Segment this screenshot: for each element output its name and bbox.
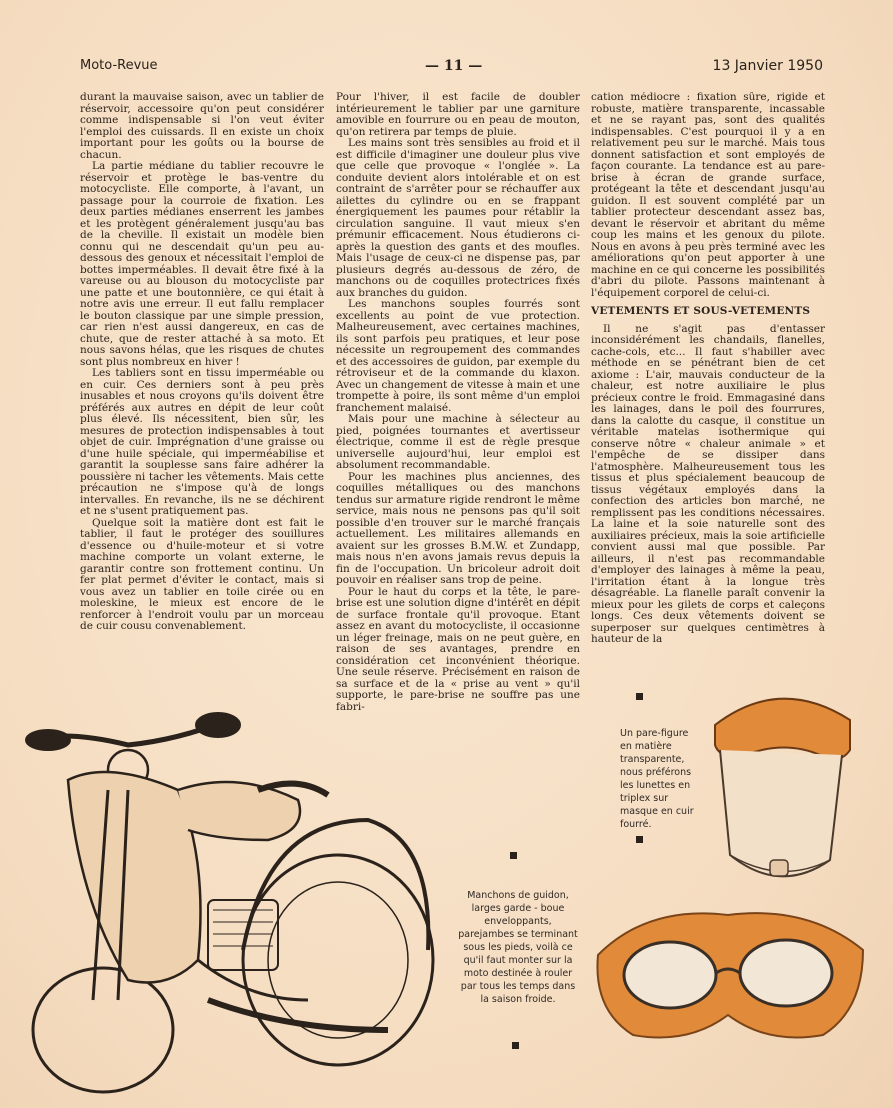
section-title: VETEMENTS ET SOUS-VETEMENTS	[591, 305, 811, 317]
paragraph: Mais pour une machine à sélecteur au pied, poignées tournantes et avertisseur électrique, comme il est de règle presque universelle aujourd'hui, leur emploi est absolument recommandable.	[336, 413, 580, 471]
paragraph: Les manchons souples fourrés sont excellents au point de vue protection. Malheureusement, avec certaines machines, ils sont parfois peu pratiques, et leur pose nécessite un regroupement des commandes et des accessoires de guidon, par exemple du rétroviseur et de la commande du klaxon. Avec un changement de vitesse à main et une trompette à poire, ils sont même d'un emploi franchement malaisé.	[336, 298, 580, 414]
paragraph: Les mains sont très sensibles au froid et il est difficile d'imaginer une douleur plus vive que celle que provoque « l'onglée ». La conduite devient alors intolérable et on est contraint de s'arrêter pour se réchauffer aux ailettes du cylindre ou en se frappant énergiquement les paumes pour rétablir la circulation sanguine. Il vaut mieux s'en prémunir efficacement. Nous étudierons ci-après la question des gants et des moufles. Mais l'usage de ceux-ci ne dispense pas, par plusieurs degrés au-dessous de zéro, de manchons ou de coquilles protectrices fixés aux branches du guidon.	[336, 137, 580, 299]
paragraph: Quelque soit la matière dont est fait le tablier, il faut le protéger des souillures d'essence ou d'huile-moteur et si votre machine comporte un volant externe, le garantir contre son frottement continu. Un fer plat permet d'éviter le contact, mais si vous avez un tablier en toile cirée ou en moleskine, le mieux est encore de le renforcer à l'endroit voulu par un morceau de cuir cousu convenablement.	[80, 516, 324, 632]
bullet-square	[636, 836, 643, 843]
face-shield-illustration	[690, 680, 870, 895]
bullet-square	[510, 852, 517, 859]
column-1	[80, 92, 324, 702]
paragraph: Pour le haut du corps et la tête, le pare-brise est une solution digne d'intérêt en dépit de surface frontale qu'il provoque. Etant assez en avant du motocycliste, il occasionne un léger freinage, mais on ne peut guère, en raison de ses avantages, prendre en considération cet inconvénient théorique. Une seule réserve. Précisément en raison de sa surface et de la « prise au vent » qu'il supporte, le pare-brise ne souffre pas une fabri-	[336, 585, 580, 713]
bullet-square	[512, 1042, 519, 1049]
page-number: — 11 —	[425, 58, 483, 74]
issue-date: 13 Janvier 1950	[712, 58, 823, 74]
paragraph: durant la mauvaise saison, avec un tablier de réservoir, accessoire qu'on peut considérer comme indispensable si l'on veut éviter l'emploi des cuissards. Il en existe un choix important pour les goûts ou la bourse de chacun.	[80, 92, 324, 161]
caption-mask: Un pare-figure en matière transparente, nous préférons les lunettes en triplex sur masque en cuir fourré.	[620, 728, 694, 830]
paragraph: Pour l'hiver, il est facile de doubler intérieurement le tablier par une garniture amovible en fourrure ou en peau de mouton, qu'on retirera par temps de pluie.	[336, 92, 580, 138]
paragraph: cation médiocre : fixation sûre, rigide et robuste, matière transparente, incassable et ne se rayant pas, sont des qualités indispensables. C'est pourquoi il y a en relativement peu sur le marché. Mais tous donnent satisfaction et sont employés de façon courante. La tendance est au pare-brise à écran de grande surface, protégeant la tête et descendant jusqu'au guidon. Il est souvent complété par un tablier protecteur descendant assez bas, devant le réservoir et abritant du même coup les mains et les genoux du pilote. Nous en avons à peu près terminé avec les améliorations qu'on peut apporter à une machine en ce qui concerne les possibilités d'abri du pilote. Passons maintenant à l'équipement corporel de celui-ci.	[591, 92, 825, 299]
motorcycle-illustration	[8, 700, 448, 1100]
paragraph: Les tabliers sont en tissu imperméable ou en cuir. Ces derniers sont à peu près inusables et nous croyons qu'ils doivent être préférés aux autres en dépit de leur coût plus élevé. Ils nécessitent, bien sûr, les mesures de protection indispensables à tout objet de cuir. Imprégnation d'une graisse ou d'une huile spéciale, qui imperméabilise et garantit la souplesse sans faire adhérer la poussière ni tacher les vêtements. Mais cette précaution ne s'impose qu'à de longs intervalles. En revanche, ils ne se déchirent et ne s'usent pratiquement pas.	[80, 367, 324, 517]
paragraph: La partie médiane du tablier recouvre le réservoir et protège le bas-ventre du motocycliste. Elle comporte, à l'avant, un passage pour la courroie de fixation. Les deux parties médianes enserrent les jambes et les protègent généralement jusqu'au bas de la cheville. Il existait un modèle bien connu qui ne descendait qu'un peu au-dessous des genoux et nécessitait l'emploi de bottes imperméables. Il devait être fixé à la vareuse ou au blouson du motocycliste par une patte et une boutonnière, ce qui était à notre avis une erreur. Il eut fallu remplacer le bouton classique par une simple pression, car rien n'est aussi dangereux, en cas de chute, que de rester attaché à sa moto. Et nous savons hélas, que les risques de chutes sont plus nombreux en hiver !	[80, 160, 324, 368]
column-3	[591, 92, 825, 692]
goggles-mask-illustration	[588, 895, 873, 1055]
paragraph: Pour les machines plus anciennes, des coquilles métalliques ou des manchons tendus sur armature rigide rendront le même service, mais nous ne pensons pas qu'il soit possible d'en trouver sur le marché français actuellement. Les militaires allemands en avaient sur les grosses B.M.W. et Zundapp, mais nous n'en avons jamais revus depuis la fin de l'occupation. Un bricoleur adroit doit pouvoir en réaliser sans trop de peine.	[336, 470, 580, 586]
caption-muffs: Manchons de guidon, larges garde - boue enveloppants, parejambes se terminant sous les pieds, voilà ce qu'il faut monter sur la moto destinée à rouler par tous les temps dans la saison froide.	[458, 890, 578, 1005]
bullet-square	[636, 693, 643, 700]
paragraph: Il ne s'agit pas d'entasser inconsidérément les chandails, flanelles, cache-cols, etc... Il faut s'habiller avec méthode en se pénétrant bien de cet axiome : L'air, mauvais conducteur de la chaleur, est notre auxiliaire le plus précieux contre le froid. Emmagasiné dans les lainages, dans le poil des fourrures, dans la calotte du casque, il constitue un véritable matelas isothermique qui conserve nôtre « chaleur animale » et l'empêche de se dissiper dans l'atmosphère. Malheureusement tous les tissus et plus spécialement beaucoup de tissus végétaux employés dans la confection des articles bon marché, ne remplissent pas les conditions nécessaires. La laine et la soie naturelle sont des auxiliaires précieux, mais la soie artificielle convient aussi mal que possible. Par ailleurs, il n'est pas recommandable d'employer des lainages à même la peau, l'irritation étant à la longue très désagréable. La flanelle paraît convenir la mieux pour les gilets de corps et caleçons longs. Ces deux vêtements doivent se superposer sur quelques centimètres à hauteur de la	[591, 322, 825, 645]
publication-name: Moto-Revue	[80, 58, 158, 73]
